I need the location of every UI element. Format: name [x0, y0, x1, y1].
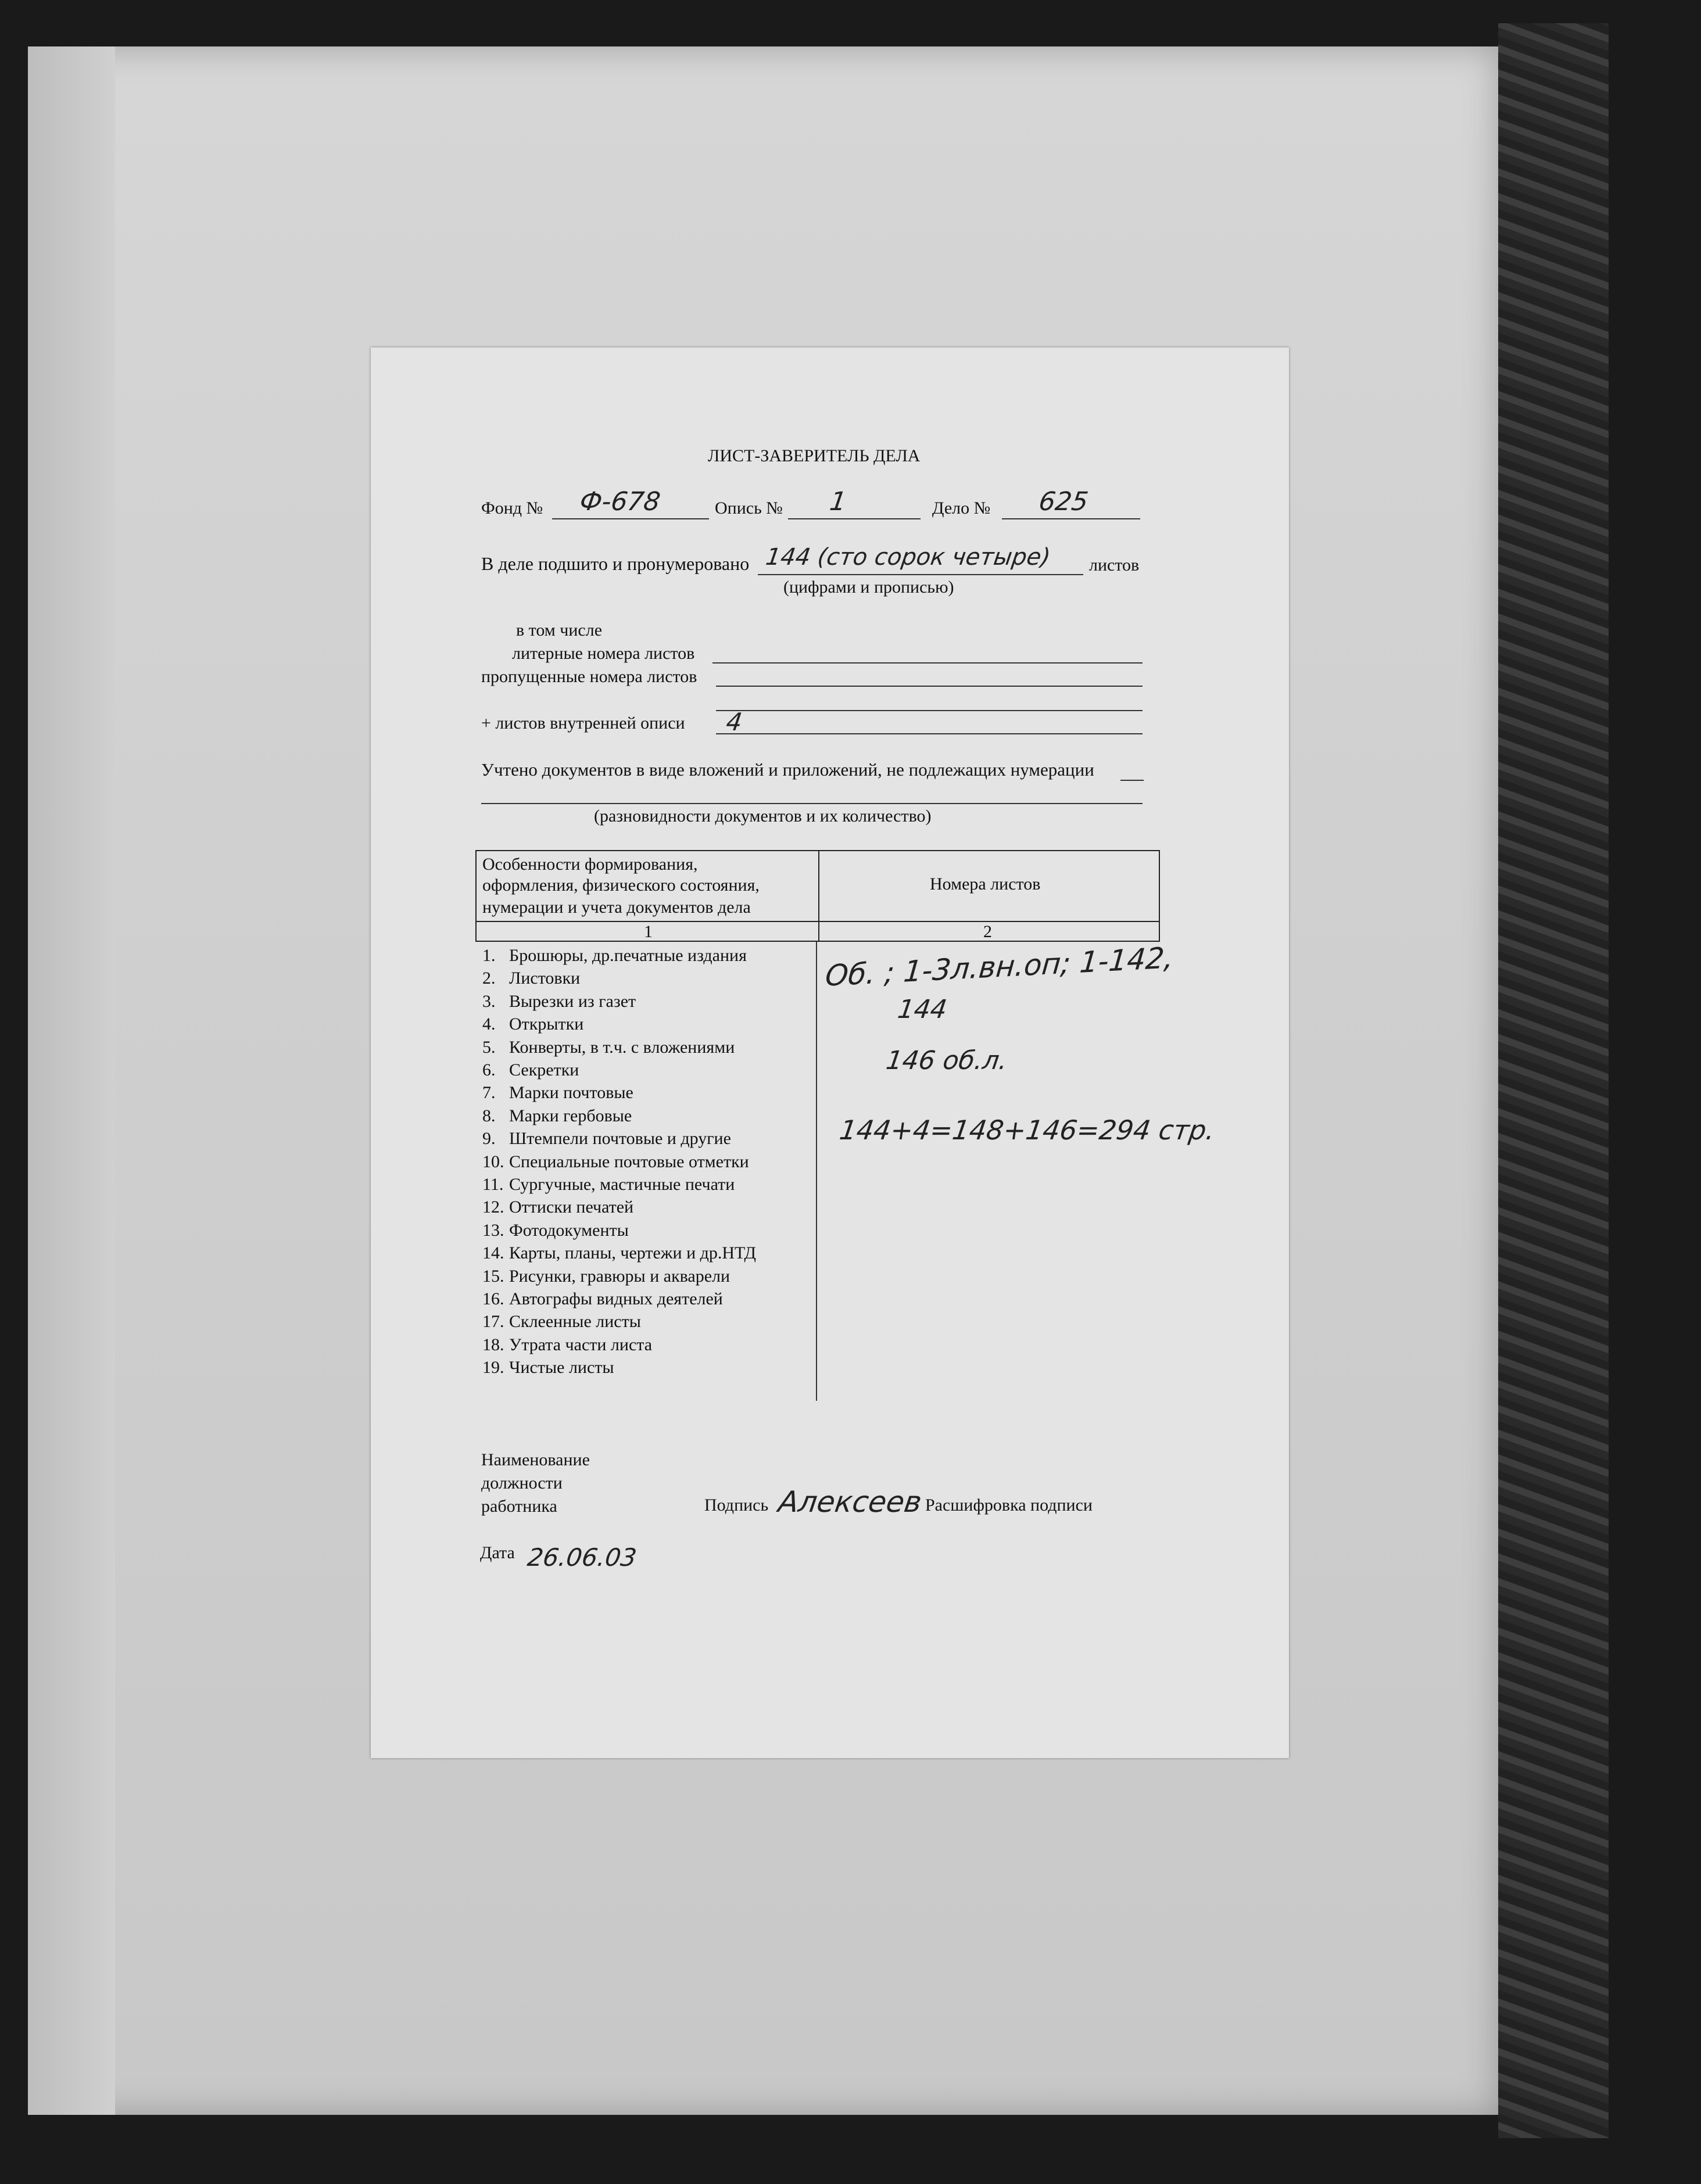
- feature-item-number: 2.: [482, 969, 496, 988]
- feature-item: [482, 1060, 579, 1080]
- sewn-value: 144 (сто сорок четыре): [764, 544, 1052, 571]
- feature-item-number: 6.: [482, 1060, 496, 1080]
- including-label: в том числе: [516, 621, 603, 640]
- handwritten-sheets-line-1: Об. ; 1-3л.вн.оп; 1-142,: [823, 941, 1175, 993]
- date-value: 26.06.03: [525, 1543, 639, 1572]
- feature-item: [482, 1083, 633, 1103]
- feature-item-number: 8.: [482, 1106, 496, 1125]
- col2-header: Номера листов: [930, 874, 1041, 894]
- feature-item: [482, 946, 747, 966]
- feature-item-label: Открытки: [509, 1014, 584, 1034]
- feature-item-label: Утрата части листа: [509, 1335, 653, 1354]
- feature-item-number: 18.: [482, 1335, 504, 1354]
- sewn-hint: (цифрами и прописью): [783, 578, 954, 597]
- feature-item: [482, 1038, 735, 1057]
- signature-label: Подпись: [704, 1496, 769, 1515]
- feature-item-label: Вырезки из газет: [509, 991, 636, 1011]
- feature-item-label: Штемпели почтовые и другие: [509, 1129, 731, 1149]
- attachments-underline-end: [1120, 780, 1144, 781]
- col1-header-line-2: оформления, физического состояния,: [482, 876, 760, 895]
- sheets-word: листов: [1089, 555, 1140, 575]
- feature-item-label: Марки гербовые: [509, 1106, 632, 1125]
- feature-item: [482, 1243, 756, 1263]
- feature-item-number: 17.: [482, 1312, 504, 1332]
- missing-numbers-underline-2: [716, 710, 1143, 711]
- feature-item-label: Листовки: [509, 969, 581, 988]
- handwritten-sheets-line-3: 146 об.л.: [884, 1046, 1009, 1075]
- feature-item-number: 5.: [482, 1037, 496, 1057]
- date-label: Дата: [480, 1543, 515, 1562]
- position-label-2: должности: [481, 1473, 563, 1493]
- delo-value: 625: [1037, 487, 1090, 517]
- feature-item-label: Автографы видных деятелей: [509, 1289, 723, 1308]
- feature-item-label: Чистые листы: [509, 1358, 614, 1378]
- features-table-header: [475, 850, 1160, 942]
- feature-item-label: Секретки: [509, 1060, 579, 1080]
- feature-item: [482, 1221, 629, 1240]
- feature-item-number: 1.: [482, 946, 496, 965]
- feature-item-label: Фотодокументы: [509, 1220, 629, 1240]
- sewn-label: В деле подшито и пронумеровано: [481, 553, 750, 574]
- feature-item: [482, 969, 580, 988]
- delo-underline: [1002, 518, 1140, 519]
- feature-item-label: Конверты, в т.ч. с вложениями: [509, 1037, 735, 1057]
- feature-item-number: 4.: [482, 1014, 496, 1034]
- signature-value: Алексеев: [776, 1485, 924, 1519]
- delo-label: Дело №: [932, 499, 991, 518]
- feature-item-number: 11.: [482, 1175, 504, 1194]
- feature-item-number: 12.: [482, 1197, 504, 1217]
- fond-underline: [552, 518, 709, 519]
- folder-worn-edge: [28, 46, 115, 2115]
- feature-item-label: Рисунки, гравюры и акварели: [509, 1266, 730, 1286]
- feature-item: [482, 1289, 723, 1309]
- feature-item: [482, 1335, 652, 1355]
- feature-item-label: Сургучные, мастичные печати: [509, 1175, 735, 1194]
- feature-item: [482, 1129, 731, 1149]
- feature-item: [482, 1312, 641, 1332]
- feature-item: [482, 1175, 735, 1195]
- feature-item-label: Оттиски печатей: [509, 1197, 634, 1217]
- feature-item-number: 19.: [482, 1358, 504, 1378]
- col1-number: 1: [644, 922, 653, 941]
- fond-value: Ф-678: [578, 487, 663, 517]
- position-label-1: Наименование: [481, 1450, 590, 1469]
- feature-item-number: 15.: [482, 1266, 504, 1286]
- feature-item-number: 14.: [482, 1243, 504, 1263]
- handwritten-sheets-line-2: 144: [896, 995, 949, 1024]
- col1-header-line-3: нумерации и учета документов дела: [482, 898, 751, 917]
- internal-inventory-underline: [716, 733, 1143, 734]
- missing-numbers-label: пропущенные номера листов: [481, 667, 697, 686]
- feature-item-number: 13.: [482, 1220, 504, 1240]
- feature-item-number: 7.: [482, 1083, 496, 1103]
- col1-header-line-1: Особенности формирования,: [482, 855, 698, 874]
- feature-item-number: 16.: [482, 1289, 504, 1308]
- feature-item-number: 3.: [482, 991, 496, 1011]
- feature-item: [482, 1152, 749, 1172]
- sewn-underline: [758, 574, 1083, 575]
- table-column-divider: [816, 942, 817, 1401]
- attachments-label: Учтено документов в виде вложений и приложений, не подлежащих нумерации: [481, 759, 1094, 780]
- signature-decode-label: Расшифровка подписи: [925, 1496, 1093, 1515]
- fond-label: Фонд №: [481, 499, 543, 518]
- attachments-underline: [481, 803, 1143, 804]
- col2-number: 2: [983, 922, 992, 941]
- column-number-row: [477, 921, 1159, 922]
- feature-item: [482, 1267, 730, 1286]
- feature-item-label: Марки почтовые: [509, 1083, 633, 1103]
- opis-value: 1: [828, 487, 848, 517]
- feature-item-label: Брошюры, др.печатные издания: [509, 946, 747, 965]
- feature-item-label: Склеенные листы: [509, 1312, 641, 1332]
- feature-item-label: Специальные почтовые отметки: [509, 1152, 749, 1171]
- internal-inventory-value: 4: [724, 708, 744, 736]
- feature-item-label: Карты, планы, чертежи и др.НТД: [509, 1243, 756, 1263]
- opis-label: Опись №: [715, 499, 783, 518]
- feature-item: [482, 1358, 614, 1378]
- feature-item: [482, 1106, 632, 1126]
- opis-underline: [788, 518, 921, 519]
- feature-item: [482, 1197, 633, 1217]
- letter-numbers-underline: [712, 662, 1143, 664]
- feature-item: [482, 992, 636, 1012]
- feature-item-number: 9.: [482, 1129, 496, 1149]
- handwritten-sheets-total: 144+4=148+146=294 стр.: [837, 1114, 1217, 1146]
- feature-item-number: 10.: [482, 1152, 504, 1171]
- letter-numbers-label: литерные номера листов: [512, 644, 695, 663]
- feature-item: [482, 1014, 583, 1034]
- sheet-title: ЛИСТ-ЗАВЕРИТЕЛЬ ДЕЛА: [708, 446, 921, 465]
- position-label-3: работника: [481, 1497, 557, 1516]
- missing-numbers-underline: [716, 686, 1143, 687]
- folder-binding: [1498, 23, 1609, 2138]
- internal-inventory-label: + листов внутренней описи: [481, 713, 685, 733]
- attachments-hint: (разновидности документов и их количество): [594, 806, 932, 826]
